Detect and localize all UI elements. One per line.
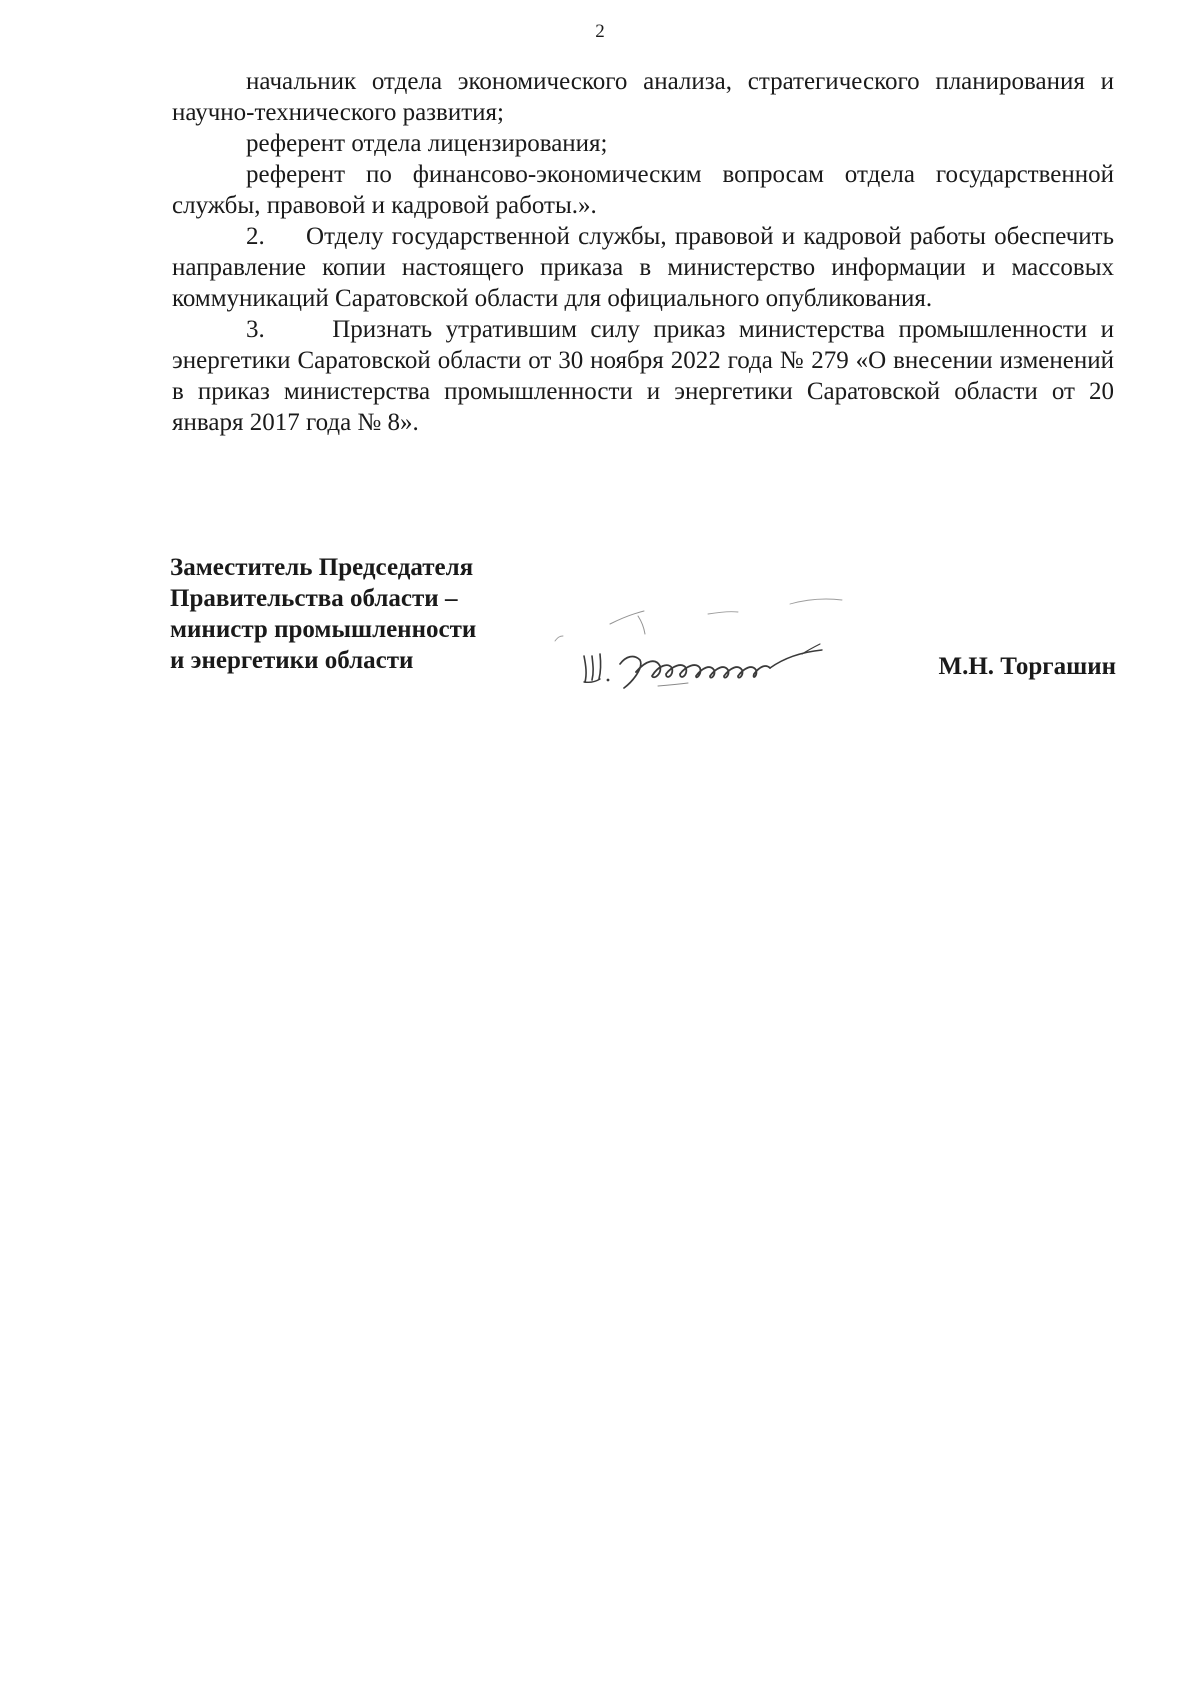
signer-title-line: Заместитель Председателя (170, 554, 474, 581)
signer-title-line: министр промышленности (170, 616, 477, 643)
paragraph-item-3: 3. Признать утратившим силу приказ министерства промышленности и энергетики Саратовской области от 30 ноября 2022 года № 279 «О внесении изменений в приказ министерства промышленности и энергетики Саратовской области от 20 января 2017 года № 8». (172, 316, 1114, 436)
handwritten-signature (540, 594, 870, 690)
paragraph-licensing-referent: референт отдела лицензирования; (246, 130, 608, 157)
paragraph-item-2: 2. Отделу государственной службы, правовой и кадровой работы обеспечить направление копии настоящего приказа в министерство информации и массовых коммуникаций Саратовской области для официального опубликования. (172, 223, 1114, 312)
signer-title-line: и энергетики области (170, 647, 414, 674)
page-number: 2 (595, 21, 605, 42)
signer-name: М.Н. Торгашин (938, 653, 1116, 680)
paragraph-financial-referent: референт по финансово-экономическим вопросам отдела государственной службы, правовой и кадровой работы.». (172, 161, 1114, 219)
document-body (172, 66, 1114, 438)
signer-title (170, 552, 570, 676)
signer-title-line: Правительства области – (170, 585, 458, 612)
paragraph-head-of-economic-department: начальник отдела экономического анализа, стратегического планирования и научно-технического развития; (172, 68, 1114, 126)
signature-block (170, 552, 1116, 692)
